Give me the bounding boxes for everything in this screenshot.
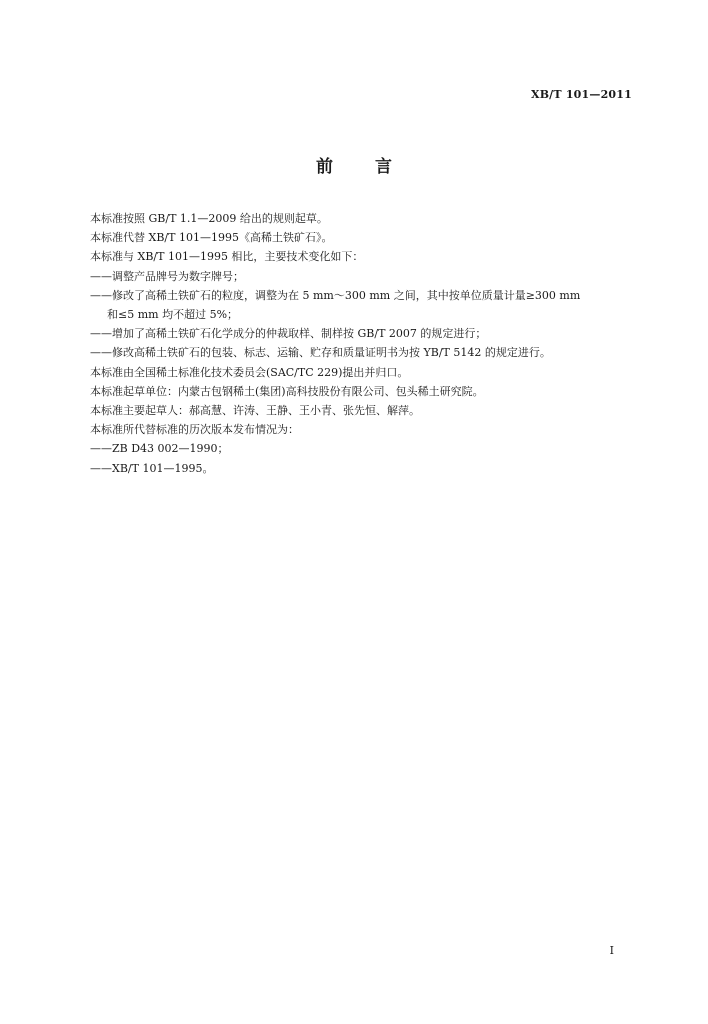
paragraph-drafting-units: 本标准起草单位：内蒙古包钢稀土(集团)高科技股份有限公司、包头稀土研究院。	[90, 384, 484, 398]
paragraph-changes-intro: 本标准与 XB/T 101—1995 相比，主要技术变化如下：	[90, 250, 364, 264]
paragraph-drafters: 本标准主要起草人：郝高慧、许涛、王静、王小青、张先恒、解萍。	[90, 404, 420, 418]
history-item-1990: ——ZB D43 002—1990；	[90, 442, 229, 456]
change-item-grade: ——调整产品牌号为数字牌号；	[90, 269, 244, 283]
standard-code: XB/T 101—2011	[530, 88, 632, 101]
change-item-particle-size: ——修改了高稀土铁矿石的粒度，调整为在 5 mm～300 mm 之间，其中按单位质量计量≥300 mm	[90, 288, 581, 302]
foreword-body	[90, 209, 650, 478]
paragraph-drafting-rules: 本标准按照 GB/T 1.1—2009 给出的规则起草。	[90, 212, 328, 225]
page-number: I	[609, 944, 614, 957]
change-item-packaging: ——修改高稀土铁矿石的包装、标志、运输、贮存和质量证明书为按 YB/T 5142 的规定进行。	[90, 346, 551, 360]
history-item-1995: ——XB/T 101—1995。	[90, 461, 214, 475]
paragraph-replaces: 本标准代替 XB/T 101—1995《高稀土铁矿石》。	[90, 231, 333, 245]
page-title: 前言	[316, 157, 434, 177]
change-item-particle-size-cont: 和≤5 mm 均不超过 5%；	[107, 308, 239, 322]
paragraph-history-intro: 本标准所代替标准的历次版本发布情况为：	[90, 423, 299, 437]
paragraph-proposed-by: 本标准由全国稀土标准化技术委员会(SAC/TC 229)提出并归口。	[90, 365, 409, 379]
change-item-sampling: ——增加了高稀土铁矿石化学成分的仲裁取样、制样按 GB/T 2007 的规定进行；	[90, 327, 487, 341]
